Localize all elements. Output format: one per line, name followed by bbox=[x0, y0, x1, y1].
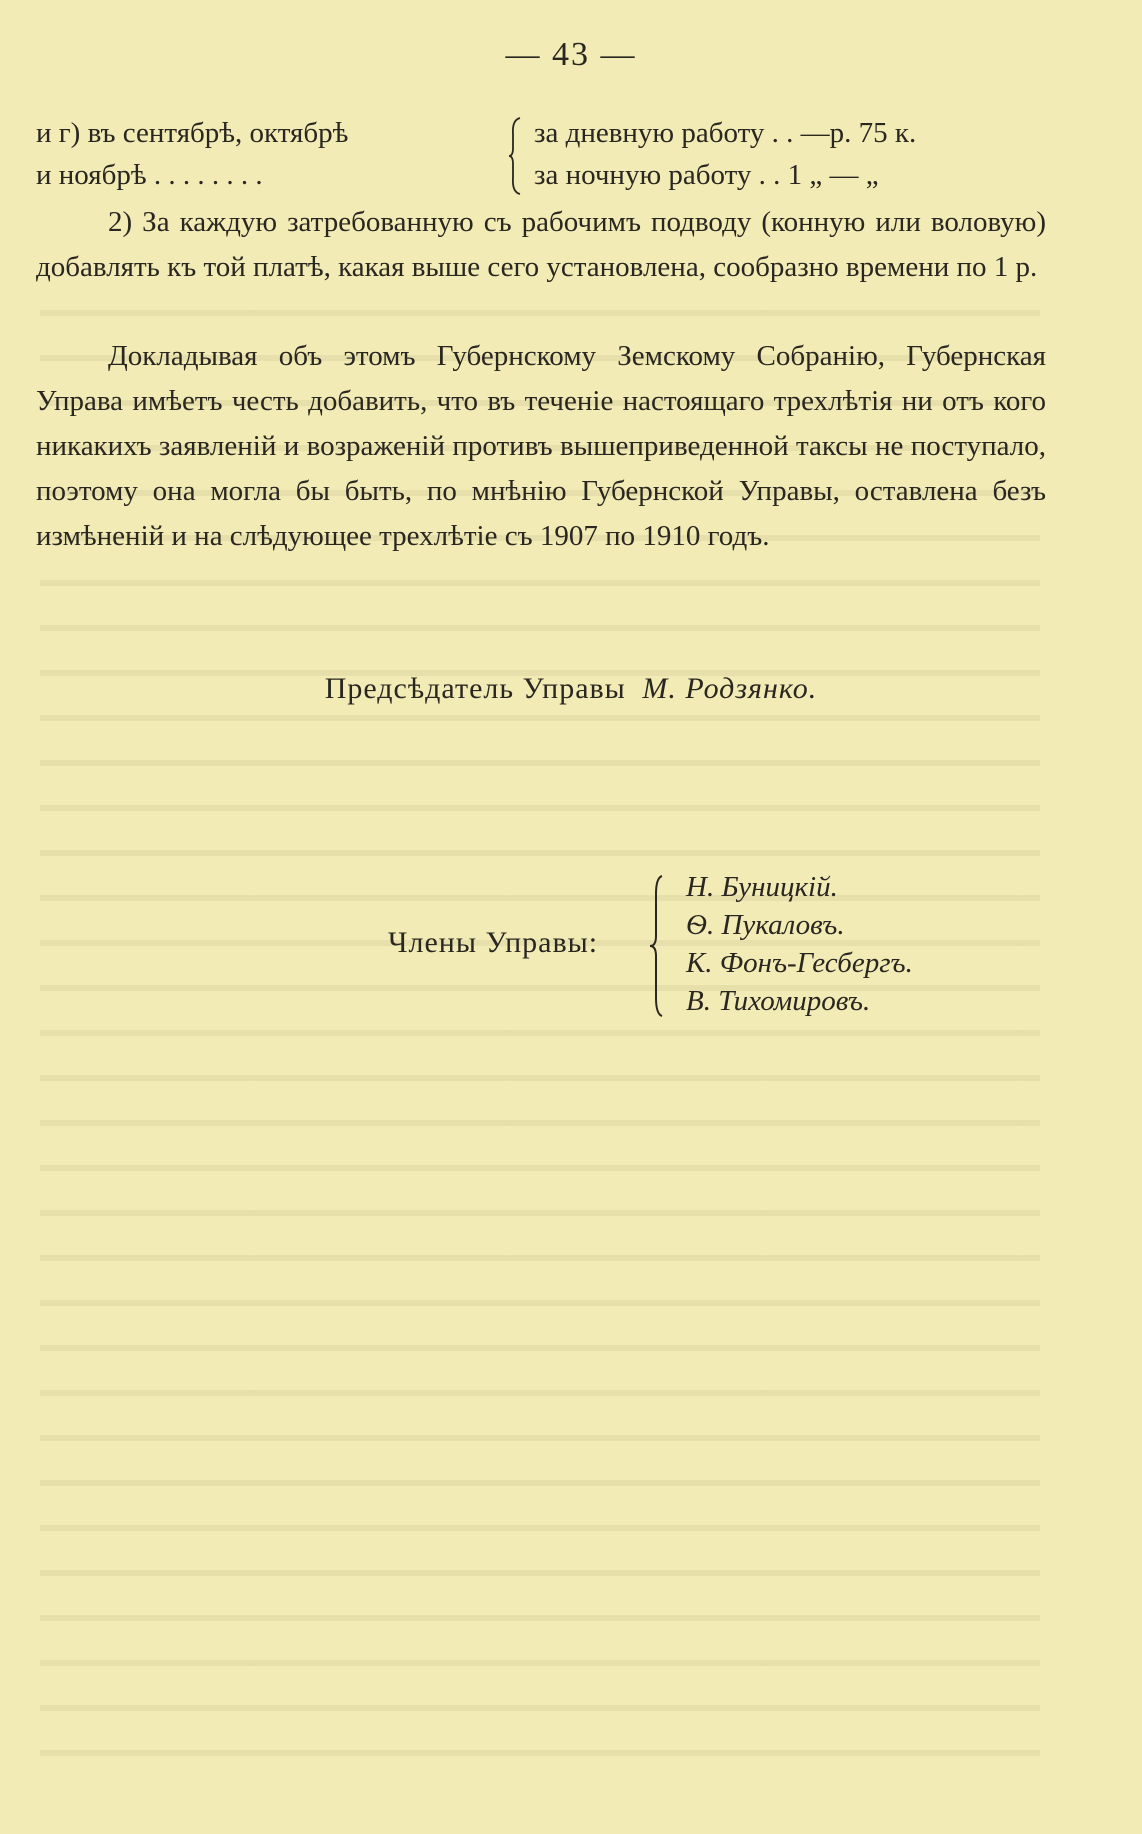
chairman-signature bbox=[0, 672, 1142, 706]
tariff-rate-line: за дневную работу . . —р. 75 к. bbox=[534, 117, 917, 149]
member-name: В. Тихомировъ. bbox=[686, 985, 871, 1017]
signature-name: М. Родзянко. bbox=[642, 672, 818, 705]
curly-brace-icon bbox=[508, 116, 522, 196]
tariff-period-line: и г) въ сентябрѣ, октябрѣ bbox=[36, 117, 349, 149]
page-number: — 43 — bbox=[505, 36, 637, 73]
members-label: Члены Управы: bbox=[388, 926, 599, 959]
member-name: Н. Буницкій. bbox=[686, 871, 838, 903]
paragraph-cart-surcharge bbox=[36, 200, 1046, 290]
paragraph-text: 2) За каждую затребованную съ рабочимъ подводу (конную или воловую) добавлять къ той платѣ, какая выше сего установлена, сообразно времени по 1 р. bbox=[36, 206, 1046, 283]
tariff-period bbox=[36, 112, 506, 196]
paragraph-report bbox=[36, 334, 1046, 559]
tariff-rates bbox=[534, 112, 1074, 196]
curly-brace-icon bbox=[648, 874, 668, 1018]
board-members bbox=[380, 868, 1080, 1028]
members-list bbox=[686, 868, 913, 1020]
paragraph-text: Докладывая объ этомъ Губернскому Земскому Собранію, Губернская Управа имѣетъ честь добавить, что въ теченіе настоящаго трехлѣтія ни отъ кого никакихъ заявленій и возраженій противъ вышеприведенной таксы не поступало, поэтому она могла бы быть, по мнѣнію Губернской Управы, оставлена безъ измѣненій и на слѣдующее трехлѣтіе съ 1907 по 1910 годъ. bbox=[36, 340, 1046, 552]
member-name: Ѳ. Пукаловъ. bbox=[686, 909, 845, 941]
member-name: К. Фонъ-Гесбергъ. bbox=[686, 947, 913, 979]
tariff-rate-line: за ночную работу . . 1 „ — „ bbox=[534, 159, 879, 191]
tariff-period-line: и ноябрѣ . . . . . . . . bbox=[36, 159, 263, 191]
signature-title: Предсѣдатель Управы bbox=[324, 672, 626, 705]
